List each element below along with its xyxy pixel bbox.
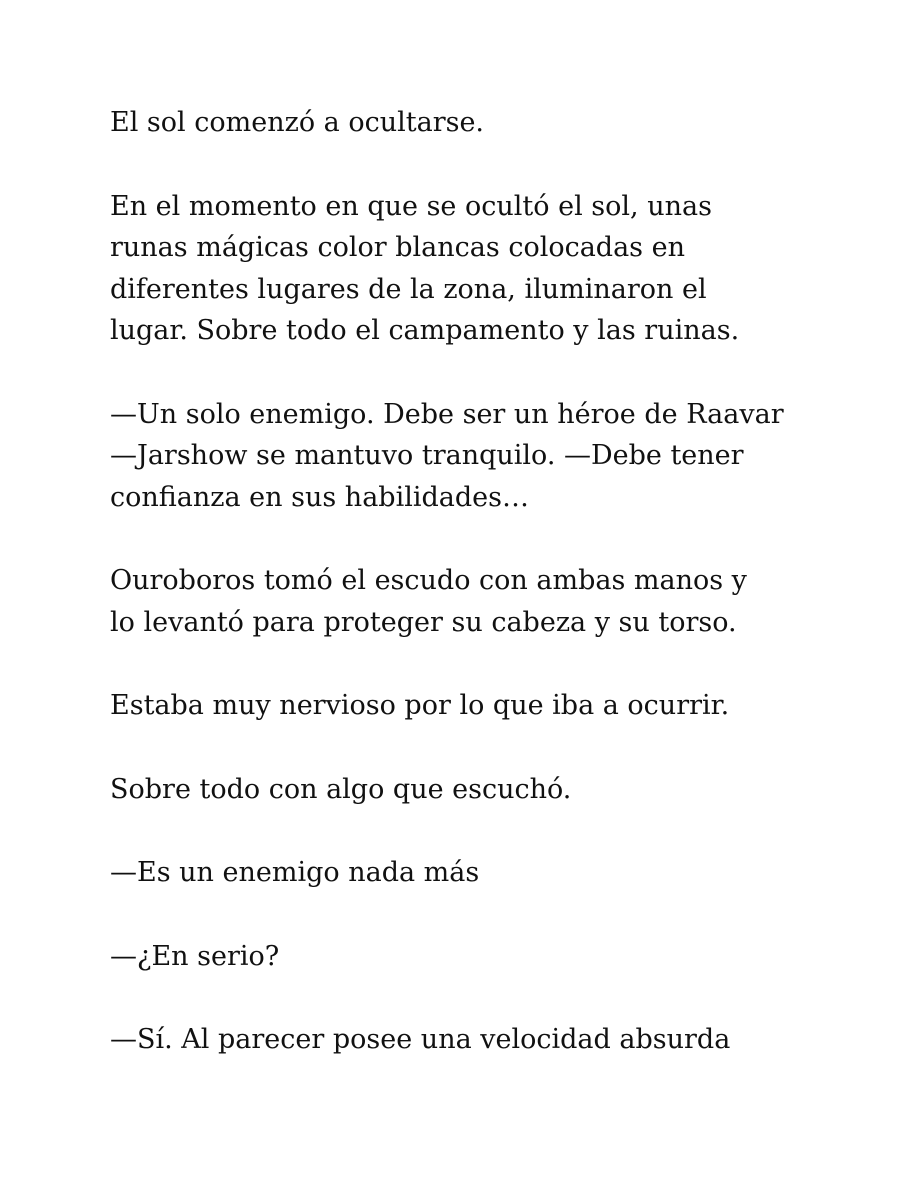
text-line: —Un solo enemigo. Debe ser un héroe de Raavar [110, 398, 784, 430]
text-line: —Jarshow se mantuvo tranquilo. —Debe tener [110, 440, 744, 471]
paragraph [110, 394, 830, 519]
paragraph [110, 102, 830, 144]
text-line: lo levantó para proteger su cabeza y su torso. [110, 606, 737, 638]
paragraph [110, 936, 830, 978]
paragraph [110, 560, 830, 643]
document-page [110, 102, 830, 1103]
text-line: Sobre todo con algo que escuchó. [110, 773, 572, 805]
text-line: —¿En serio? [110, 940, 280, 972]
text-line: confianza en sus habilidades… [110, 481, 529, 513]
paragraph [110, 186, 830, 352]
paragraph [110, 685, 830, 727]
paragraph [110, 852, 830, 894]
text-line: Estaba muy nervioso por lo que iba a ocurrir. [110, 690, 730, 721]
text-line: El sol comenzó a ocultarse. [110, 107, 485, 138]
text-line: runas mágicas color blancas colocadas en [110, 232, 685, 263]
text-line: En el momento en que se ocultó el sol, unas [110, 190, 712, 222]
paragraph [110, 1019, 830, 1061]
text-line: diferentes lugares de la zona, iluminaron el [110, 273, 707, 305]
text-line: lugar. Sobre todo el campamento y las ruinas. [110, 315, 740, 346]
text-line: —Sí. Al parecer posee una velocidad absurda [110, 1024, 731, 1055]
text-line: —Es un enemigo nada más [110, 857, 480, 888]
paragraph [110, 769, 830, 811]
text-line: Ouroboros tomó el escudo con ambas manos y [110, 565, 747, 596]
